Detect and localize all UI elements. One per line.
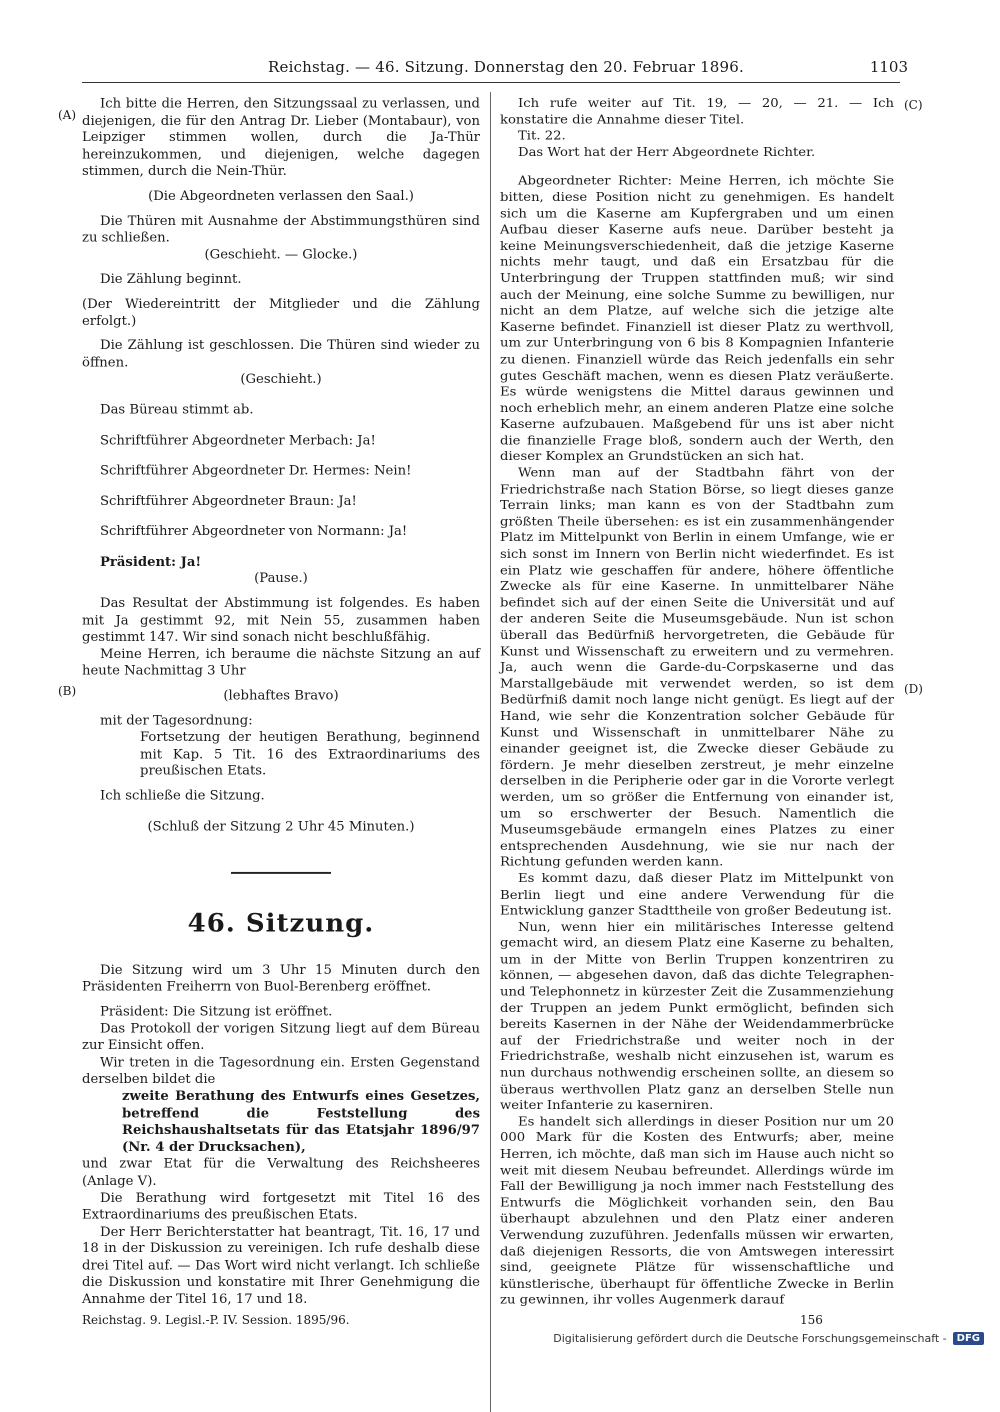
- stage-direction: (Schluß der Sitzung 2 Uhr 45 Minuten.): [147, 819, 415, 834]
- right-column: [500, 96, 894, 1309]
- digitization-note: Digitalisierung gefördert durch die Deutsche Forschungsgemeinschaft -: [553, 1332, 947, 1345]
- section-divider: [231, 872, 331, 874]
- header-rule: [82, 82, 900, 83]
- stage-direction: (Geschieht.): [240, 372, 322, 388]
- footer-session: Reichstag. 9. Legisl.-P. IV. Session. 1895/96.: [82, 1313, 350, 1327]
- margin-mark-d: (D): [904, 682, 923, 696]
- vote-line: Präsident: Ja!: [100, 555, 202, 570]
- vote-line: Schriftführer Abgeordneter Dr. Hermes: Nein!: [100, 463, 412, 479]
- vote-line: Schriftführer Abgeordneter Braun: Ja!: [100, 494, 357, 509]
- page-number: 1103: [869, 58, 908, 76]
- paragraph: Abgeordneter Richter: Meine Herren, ich möchte Sie bitten, diese Position nicht zu genehmigen. Es handelt sich um die Kaserne am Kupfergraben und um einen Aufbau dieser Kaserne aufs neue. Darüber besteht ja keine Meinungsverschiedenheit, daß die jetzige Kaserne nichts mehr taugt, und daß ein Ersatzbau für die Unterbringung der Truppen stattfinden muß; wir sind auch der Meinung, eine solche Summe zu bewilligen, nur nicht an dem Platze, auf welche sich die jetzige alte Kaserne befindet. Finanziell ist dieser Platz zu werthvoll, um zur Unterbringung von 6 bis 8 Kompagnien Infanterie zu dienen. Finanziell würde das Reich jedenfalls ein sehr gutes Geschäft machen, wenn es diesen Platz veräußerte. Es würde wenigstens die Mittel daraus gewinnen und noch erheblich mehr, an einem anderen Platze eine solche Kaserne aufzubauen. Maßgebend für uns ist aber nicht die finanzielle Frage bloß, sondern auch der Werth, den dieser Komplex an Grundstücken an sich hat.: [500, 174, 894, 465]
- paragraph: Die Zählung beginnt.: [100, 272, 242, 287]
- paragraph: Die Thüren mit Ausnahme der Abstimmungsthüren sind zu schließen.: [82, 213, 480, 246]
- dfg-logo: DFG: [953, 1332, 984, 1345]
- section-title: 46. Sitzung.: [187, 909, 375, 939]
- paragraph: Tit. 22.: [518, 129, 566, 144]
- paragraph: Der Herr Berichterstatter hat beantragt, Tit. 16, 17 und 18 in der Diskussion zu vereinigen. Ich rufe deshalb diese drei Titel auf. — Das Wort wird nicht verlangt. Ich schließe die Diskussion und konstatire mit Ihrer Genehmigung die Annahme der Titel 16, 17 und 18.: [82, 1224, 480, 1308]
- margin-mark-a: (A): [58, 108, 77, 122]
- agenda-item: Fortsetzung der heutigen Berathung, beginnend mit Kap. 5 Tit. 16 des Extraordinariums des preußischen Etats.: [140, 730, 480, 779]
- left-column: [82, 96, 480, 1309]
- paragraph: Das Wort hat der Herr Abgeordnete Richter.: [518, 145, 816, 160]
- margin-mark-c: (C): [904, 98, 923, 112]
- paragraph: Die Berathung wird fortgesetzt mit Titel 16 des Extraordinariums des preußischen Etats.: [82, 1191, 480, 1223]
- column-separator: [490, 92, 491, 1412]
- page-header: [268, 58, 908, 82]
- stage-direction: (Der Wiedereintritt der Mitglieder und die Zählung erfolgt.): [82, 297, 480, 329]
- margin-mark-b: (B): [58, 684, 77, 698]
- paragraph: Das Protokoll der vorigen Sitzung liegt auf dem Büreau zur Einsicht offen.: [82, 1021, 480, 1054]
- paragraph: Ich schließe die Sitzung.: [100, 789, 265, 804]
- paragraph: Ich bitte die Herren, den Sitzungssaal zu verlassen, und diejenigen, die für den Antrag Dr. Lieber (Montabaur), von Leipziger stimmen wollen, durch die Ja-Thür hereinzukommen, und diejenigen, welche dagegen stimmen, durch die Nein-Thür.: [82, 96, 480, 180]
- paragraph: mit der Tagesordnung:: [100, 713, 253, 729]
- paragraph: und zwar Etat für die Verwaltung des Reichsheeres (Anlage V).: [82, 1157, 480, 1189]
- paragraph: Die Zählung ist geschlossen. Die Thüren sind wieder zu öffnen.: [82, 338, 480, 371]
- stage-direction: (Geschieht. — Glocke.): [204, 247, 358, 263]
- paragraph: Ich rufe weiter auf Tit. 19, — 20, — 21. — Ich konstatire die Annahme dieser Titel.: [500, 96, 894, 127]
- paragraph: Wenn man auf der Stadtbahn fährt von der Friedrichstraße nach Station Börse, so liegt dieses ganze Terrain links; man kann es von der Stadtbahn zum größten Theile übersehen: es ist ein zusammenhängender Platz im Mittelpunkt von Berlin in einem Umfange, wie er sich sonst im Innern von Berlin nicht wiederfindet. Es ist ein Platz wie geschaffen für andere, höhere öffentliche Zwecke als für eine Kaserne. In unmittelbarer Nähe befindet sich auf der einen Seite die Universität und auf der anderen Seite die Museumsgebäude. Nun ist schon überall das Bedürfniß hervorgetreten, die Gebäude für Kunst und Wissenschaft zu erweitern und zu vermehren. Ja, auch wenn die Garde-du-Corpskaserne und das Marstallgebäude mit verwendet werden, so ist dem Bedürfniß damit noch lange nicht genügt. Es liegt auf der Hand, wie sehr die Konzentration solcher Gebäude für Kunst und Wissenschaft in unmittelbarer Nähe zu einander geeignet ist, die Zwecke dieser Gebäude zu fördern. Je mehr dieselben zerstreut, je mehr einzelne derselben in die Peripherie oder gar in die Vororte verlegt werden, um so größer die Entfernung von einander ist, um so erschwerter der Besuch. Namentlich die Museumsgebäude ermangeln eines Platzes zu einer entsprechenden Ausdehnung, wie sie nur nach der Richtung gefunden werden kann.: [500, 466, 894, 870]
- stage-direction: (lebhaftes Bravo): [223, 689, 339, 704]
- paragraph: Meine Herren, ich beraume die nächste Sitzung an auf heute Nachmittag 3 Uhr: [82, 647, 480, 679]
- vote-line: Schriftführer Abgeordneter von Normann: Ja!: [100, 524, 408, 540]
- stage-direction: (Pause.): [254, 572, 308, 587]
- paragraph: Nun, wenn hier ein militärisches Interesse geltend gemacht wird, an diesem Platz eine Kaserne zu behalten, um in der Mitte von Berlin Truppen konzentriren zu können, — abgesehen davon, daß das dichte Telegraphen- und Telephonnetz in kürzester Zeit die Zusammenziehung der Truppen an jedem Punkt ermöglicht, befinden sich bereits Kasernen in der Nähe der Weidendammerbrücke auf der Friedrichstraße und weiter noch in der Friedrichstraße, weshalb nicht einzusehen ist, warum es nun durchaus nothwendig erscheinen sollte, an diesem so überaus werthvollen Platz ganz an derselben Stelle nun weiter Infanterie zu kaserniren.: [500, 920, 894, 1113]
- paragraph: Es handelt sich allerdings in dieser Position nur um 20 000 Mark für die Kosten des Entwurfs; aber, meine Herren, ich möchte, daß man sich im Hause auch nicht so weit mit diesem Neubau befreundet. Allerdings würde im Fall der Bewilligung ja noch immer nach Feststellung des Entwurfs die Möglichkeit vorhanden sein, den Bau überhaupt abzulehnen und den Platz einer anderen Verwendung zuzuführen. Jedenfalls müssen wir erwarten, daß diejenigen Ressorts, die von Amtswegen interessirt sind, geeignete Plätze für wissenschaftliche und künstlerische, überhaupt für öffentliche Zwecke in Berlin zu gewinnen, ihr volles Augenmerk darauf: [500, 1115, 894, 1308]
- agenda-item: zweite Berathung des Entwurfs eines Gesetzes, betreffend die Feststellung des Reichshaushaltsetats für das Etatsjahr 1896/97 (Nr. 4 der Drucksachen),: [122, 1089, 480, 1155]
- vote-line: Schriftführer Abgeordneter Merbach: Ja!: [100, 433, 376, 448]
- paragraph: Wir treten in die Tagesordnung ein. Ersten Gegenstand derselben bildet die: [82, 1055, 480, 1087]
- digitization-credit: [553, 1332, 984, 1345]
- sheet-number: 156: [800, 1313, 823, 1327]
- running-title: Reichstag. — 46. Sitzung. Donnerstag den 20. Februar 1896.: [268, 58, 745, 76]
- paragraph: Das Resultat der Abstimmung ist folgendes. Es haben mit Ja gestimmt 92, mit Nein 55, zusammen haben gestimmt 147. Wir sind sonach nicht beschlußfähig.: [82, 596, 480, 645]
- paragraph: Es kommt dazu, daß dieser Platz im Mittelpunkt von Berlin liegt und eine andere Verwendung für die Entwicklung ganzer Stadttheile von großer Bedeutung ist.: [500, 871, 894, 919]
- stage-direction: (Die Abgeordneten verlassen den Saal.): [148, 189, 414, 204]
- paragraph: Das Büreau stimmt ab.: [100, 403, 254, 418]
- paragraph: Die Sitzung wird um 3 Uhr 15 Minuten durch den Präsidenten Freiherrn von Buol-Berenberg eröffnet.: [82, 963, 480, 995]
- paragraph: Präsident: Die Sitzung ist eröffnet.: [100, 1004, 333, 1020]
